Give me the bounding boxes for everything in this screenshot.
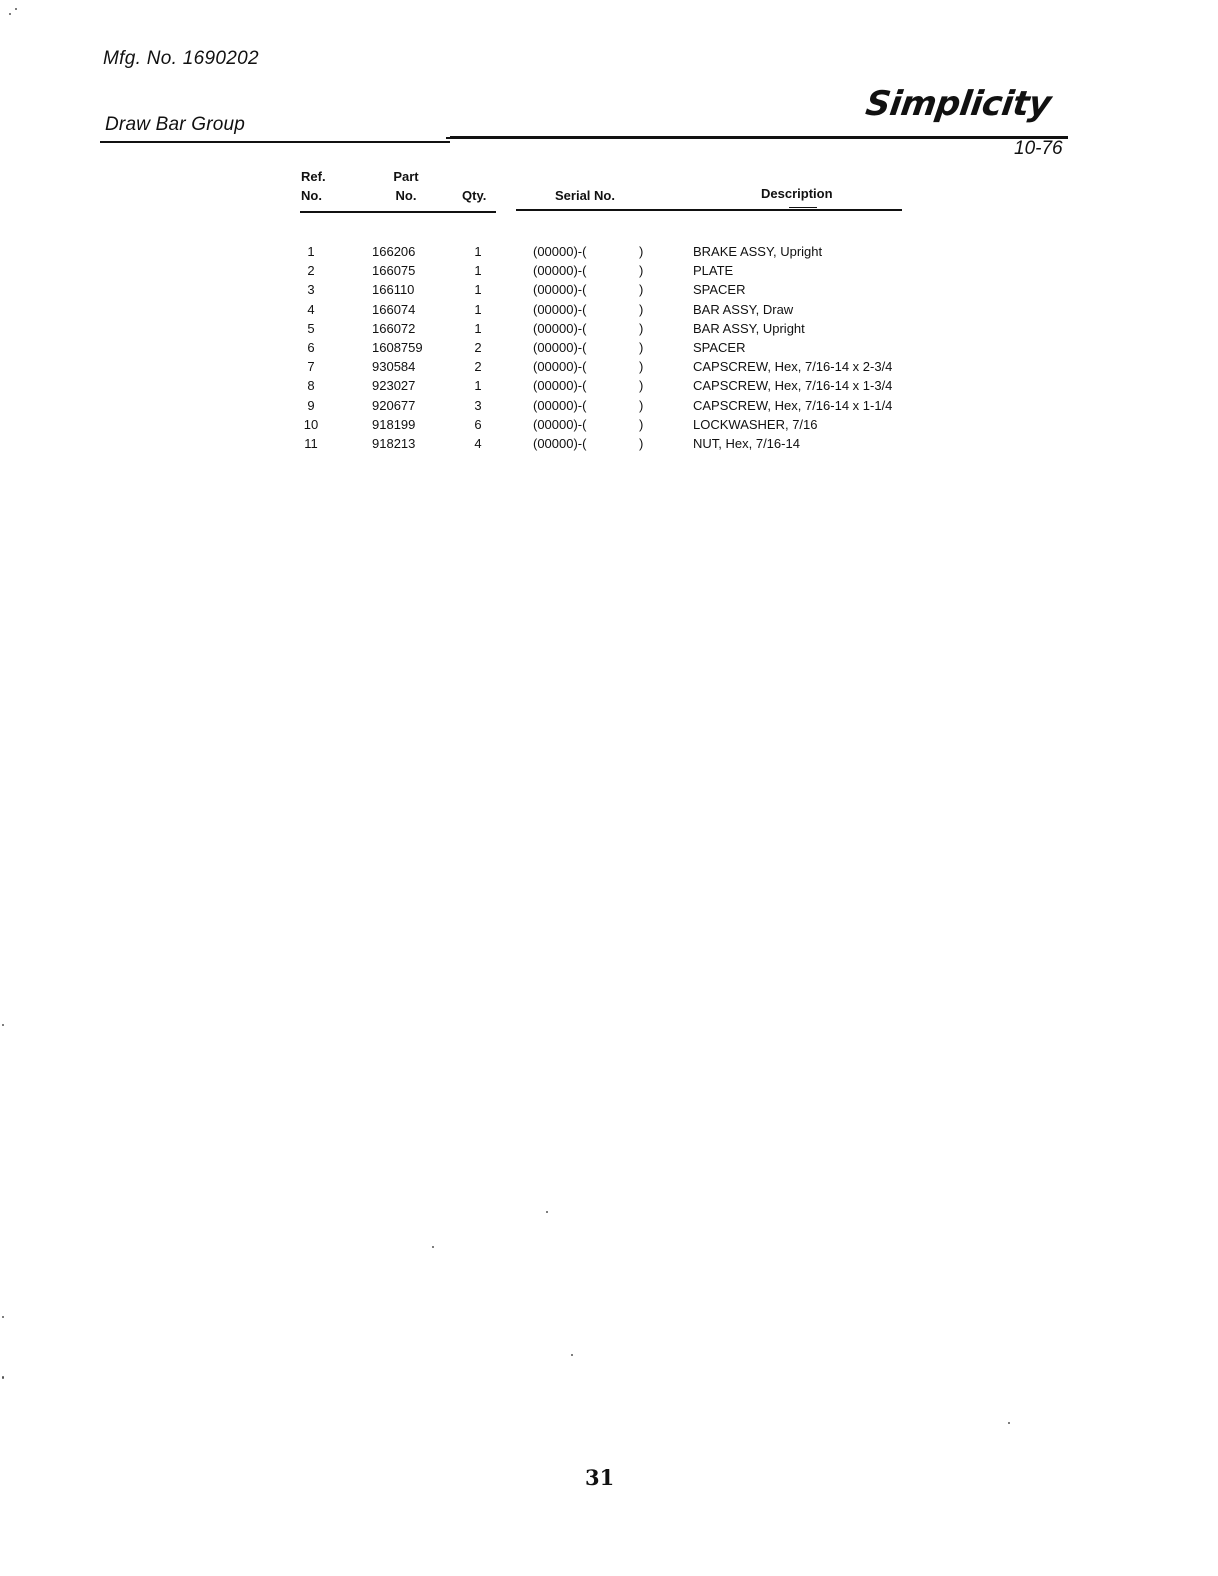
header-underline-desc	[789, 207, 817, 208]
table-row	[0, 259, 1218, 278]
cell-part: 166110	[372, 282, 415, 298]
cell-ref: 4	[307, 301, 315, 317]
scan-speck	[546, 1211, 548, 1213]
header-part-line1: Part	[393, 169, 419, 184]
cell-serial-close: )	[639, 339, 644, 355]
cell-ref: 8	[307, 378, 315, 394]
cell-description: SPACER	[693, 282, 746, 298]
cell-description: LOCKWASHER, 7/16	[693, 416, 818, 432]
scan-speck	[571, 1354, 573, 1356]
table-row	[0, 336, 1218, 355]
cell-qty: 1	[474, 320, 482, 336]
cell-part: 918199	[372, 416, 416, 432]
table-row	[0, 298, 1218, 317]
cell-serial-close: )	[639, 244, 644, 259]
cell-qty: 1	[474, 282, 482, 298]
header-underline-right	[516, 209, 902, 211]
header-underline-left	[300, 211, 496, 213]
cell-description: SPACER	[693, 339, 746, 355]
cell-part: 930584	[372, 359, 416, 375]
page-number: 31	[585, 1465, 615, 1490]
cell-part: 920677	[372, 397, 416, 413]
cell-part: 166075	[372, 263, 416, 279]
table-row	[0, 278, 1218, 297]
header-ref-line2: No.	[301, 188, 322, 203]
header-rule-thin	[100, 141, 450, 143]
mfg-number: Mfg. No. 1690202	[103, 48, 259, 69]
cell-part: 1608759	[372, 339, 423, 355]
cell-serial: (00000)-(	[533, 282, 587, 298]
date-code: 10-76	[1014, 138, 1063, 159]
table-row	[0, 374, 1218, 393]
table-row	[0, 355, 1218, 374]
scan-speck	[9, 13, 11, 15]
header-qty: Qty.	[462, 188, 487, 203]
cell-description: NUT, Hex, 7/16-14	[693, 435, 800, 451]
cell-qty: 3	[474, 397, 482, 413]
cell-ref: 5	[307, 320, 315, 336]
cell-part: 166072	[372, 320, 416, 336]
cell-serial: (00000)-(	[533, 416, 587, 432]
cell-serial-close: )	[639, 378, 644, 394]
cell-ref: 10	[303, 416, 319, 432]
cell-ref: 6	[307, 339, 315, 355]
cell-serial: (00000)-(	[533, 320, 587, 336]
cell-ref: 2	[307, 263, 315, 279]
cell-serial: (00000)-(	[533, 435, 587, 451]
cell-ref: 9	[307, 397, 315, 413]
cell-description: BAR ASSY, Upright	[693, 320, 805, 336]
cell-ref: 1	[307, 244, 315, 259]
table-row	[0, 394, 1218, 413]
cell-description: BAR ASSY, Draw	[693, 301, 794, 317]
header-ref-line1: Ref.	[301, 169, 326, 184]
cell-serial-close: )	[639, 359, 644, 375]
cell-part: 166206	[372, 244, 416, 259]
cell-serial-close: )	[639, 416, 644, 432]
cell-qty: 1	[474, 301, 482, 317]
cell-qty: 2	[474, 339, 482, 355]
group-title: Draw Bar Group	[105, 114, 246, 135]
cell-qty: 1	[474, 263, 482, 279]
cell-ref: 3	[307, 282, 315, 298]
table-row	[0, 317, 1218, 336]
cell-qty: 2	[474, 359, 482, 375]
table-body	[0, 240, 1218, 451]
cell-description: CAPSCREW, Hex, 7/16-14 x 1-3/4	[693, 378, 893, 394]
cell-qty: 4	[474, 435, 482, 451]
scan-speck	[432, 1246, 434, 1248]
cell-serial: (00000)-(	[533, 378, 587, 394]
header-part-line2: No.	[395, 188, 417, 203]
cell-part: 166074	[372, 301, 416, 317]
cell-serial-close: )	[639, 397, 644, 413]
cell-ref: 11	[304, 435, 318, 451]
cell-serial: (00000)-(	[533, 397, 587, 413]
cell-ref: 7	[307, 359, 315, 375]
cell-qty: 1	[474, 378, 482, 394]
header-part	[392, 167, 420, 205]
scan-speck	[2, 1024, 4, 1026]
header-rule-thick	[450, 136, 1068, 139]
cell-serial: (00000)-(	[533, 244, 587, 259]
cell-serial-close: )	[639, 282, 644, 298]
brand-logo: Simplicity	[863, 84, 1054, 124]
cell-part: 918213	[372, 435, 416, 451]
cell-serial-close: )	[639, 301, 644, 317]
cell-description: BRAKE ASSY, Upright	[693, 244, 823, 259]
cell-serial-close: )	[639, 320, 644, 336]
cell-part: 923027	[372, 378, 416, 394]
cell-qty: 6	[474, 416, 482, 432]
scan-speck	[1008, 1422, 1010, 1424]
table-row	[0, 413, 1218, 432]
scan-speck	[15, 8, 17, 10]
scan-speck	[2, 1376, 4, 1379]
table-row	[0, 432, 1218, 451]
scan-speck	[2, 1316, 4, 1318]
cell-description: CAPSCREW, Hex, 7/16-14 x 1-1/4	[693, 397, 893, 413]
cell-serial: (00000)-(	[533, 263, 587, 279]
cell-qty: 1	[474, 244, 482, 259]
header-serial: Serial No.	[555, 188, 615, 203]
cell-serial: (00000)-(	[533, 301, 587, 317]
cell-serial: (00000)-(	[533, 359, 587, 375]
cell-serial-close: )	[639, 435, 644, 451]
header-description: Description	[761, 186, 833, 201]
cell-description: CAPSCREW, Hex, 7/16-14 x 2-3/4	[693, 359, 893, 375]
cell-serial-close: )	[639, 263, 644, 279]
cell-serial: (00000)-(	[533, 339, 587, 355]
table-row	[0, 240, 1218, 259]
header-ref	[301, 167, 326, 205]
cell-description: PLATE	[693, 263, 734, 279]
